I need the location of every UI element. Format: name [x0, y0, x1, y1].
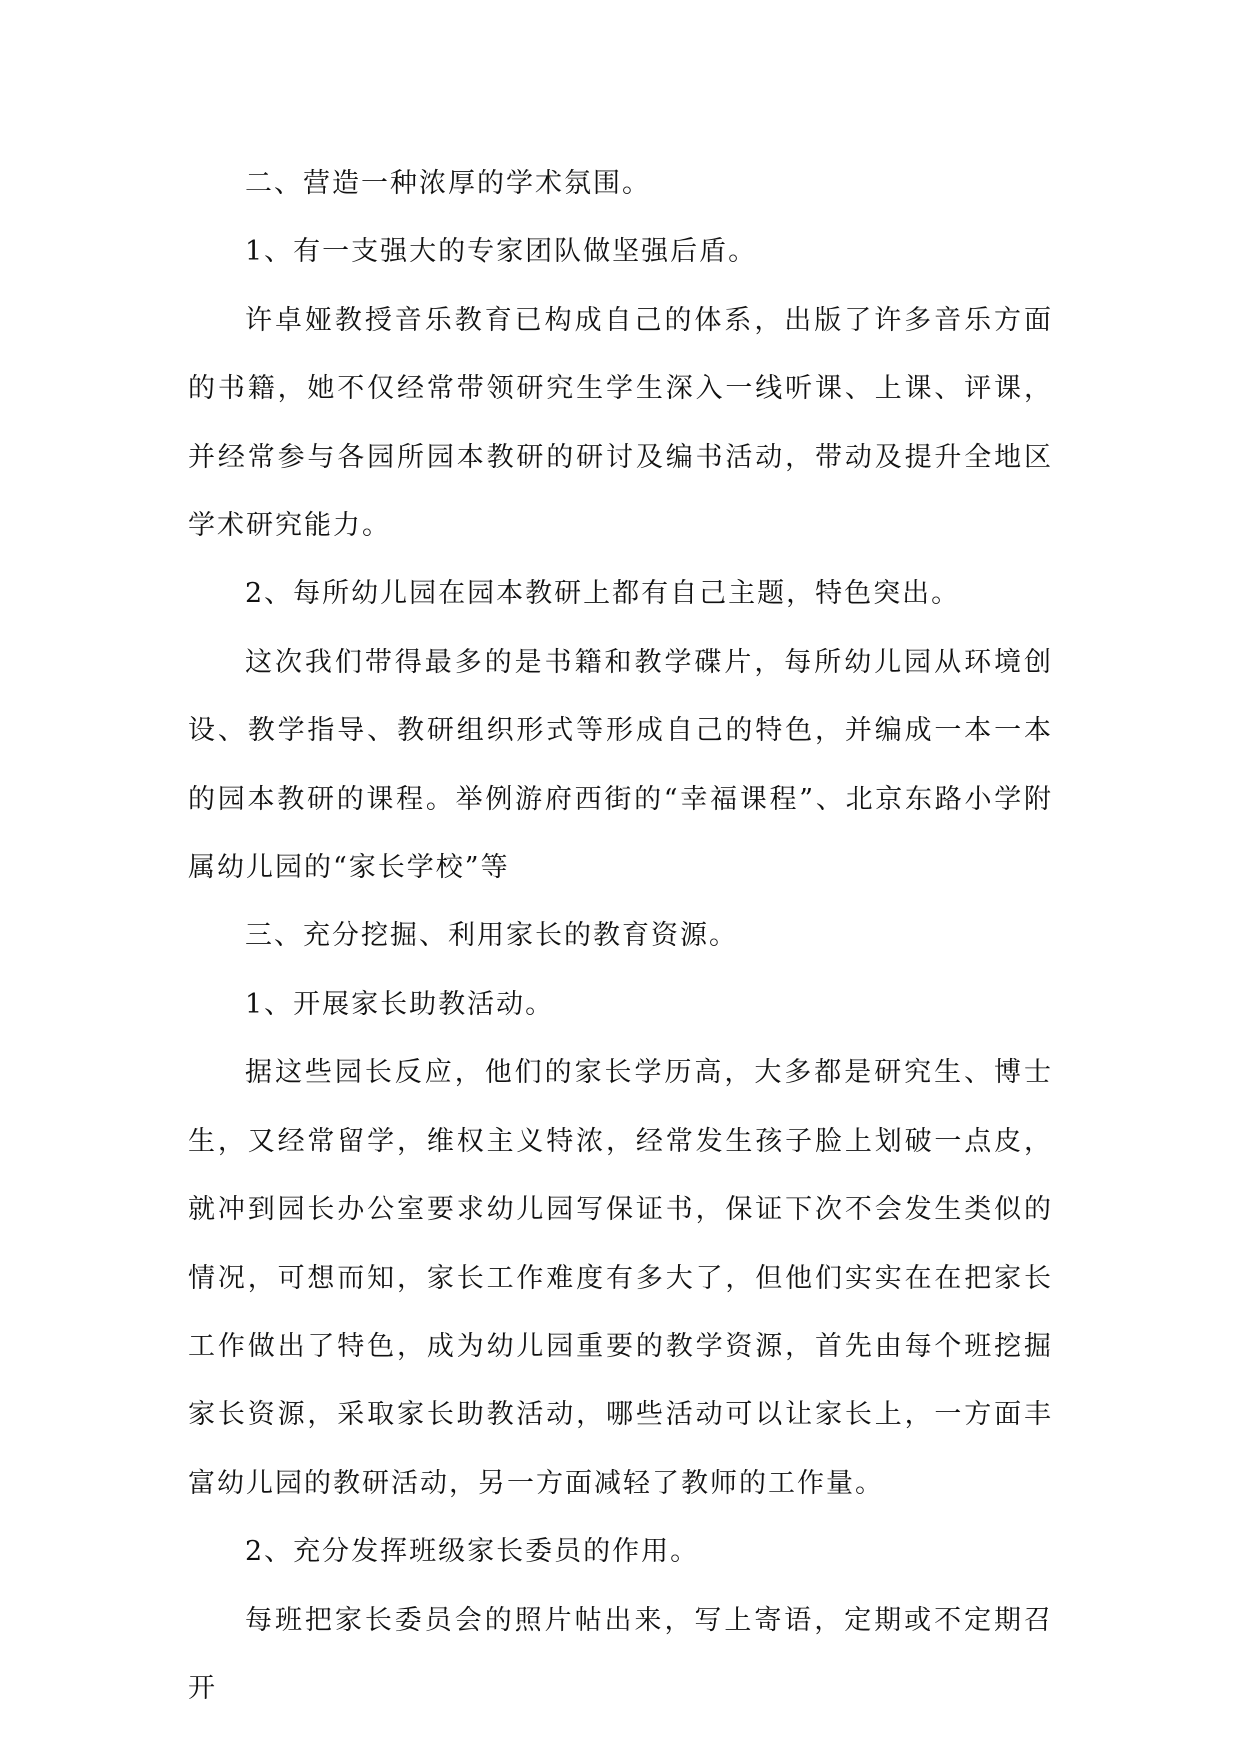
- subheading-parent-committee: 2、充分发挥班级家长委员的作用。: [245, 1536, 700, 1568]
- subheading-kindergarten-themes: 2、每所幼儿园在园本教研上都有自己主题，特色突出。: [245, 578, 961, 610]
- subheading-parent-assistant-teaching: 1、开展家长助教活动。: [245, 988, 555, 1020]
- paragraph-books-and-discs: 这次我们带得最多的是书籍和教学碟片，每所幼儿园从环境创设、教学指导、教研组织形式等形成自己的特色，并编成一本一本的园本教研的课程。举例游府西街的“幸福课程”、北京东路小学附属幼儿园的“家长学校”等: [188, 646, 1053, 884]
- paragraph-professor-xu: 许卓娅教授音乐教育已构成自己的体系，出版了许多音乐方面的书籍，她不仅经常带领研究生学生深入一线听课、上课、评课，并经常参与各园所园本教研的研讨及编书活动，带动及提升全地区学术研究能力。: [188, 304, 1053, 542]
- paragraph-committee-photos: 每班把家长委员会的照片帖出来，写上寄语，定期或不定期召开: [188, 1604, 1053, 1704]
- section-heading-parent-resources: 三、充分挖掘、利用家长的教育资源。: [245, 920, 738, 952]
- paragraph-parent-work: 据这些园长反应，他们的家长学历高，大多都是研究生、博士生，又经常留学，维权主义特浓，经常发生孩子脸上划破一点皮，就冲到园长办公室要求幼儿园写保证书，保证下次不会发生类似的情况，可想而知，家长工作难度有多大了，但他们实实在在把家长工作做出了特色，成为幼儿园重要的教学资源，首先由每个班挖掘家长资源，采取家长助教活动，哪些活动可以让家长上，一方面丰富幼儿园的教研活动，另一方面减轻了教师的工作量。: [188, 1057, 1053, 1499]
- section-heading-academic-atmosphere: 二、营造一种浓厚的学术氛围。: [245, 168, 651, 199]
- document-body: [188, 150, 1053, 1723]
- subheading-expert-team: 1、有一支强大的专家团队做坚强后盾。: [245, 236, 758, 268]
